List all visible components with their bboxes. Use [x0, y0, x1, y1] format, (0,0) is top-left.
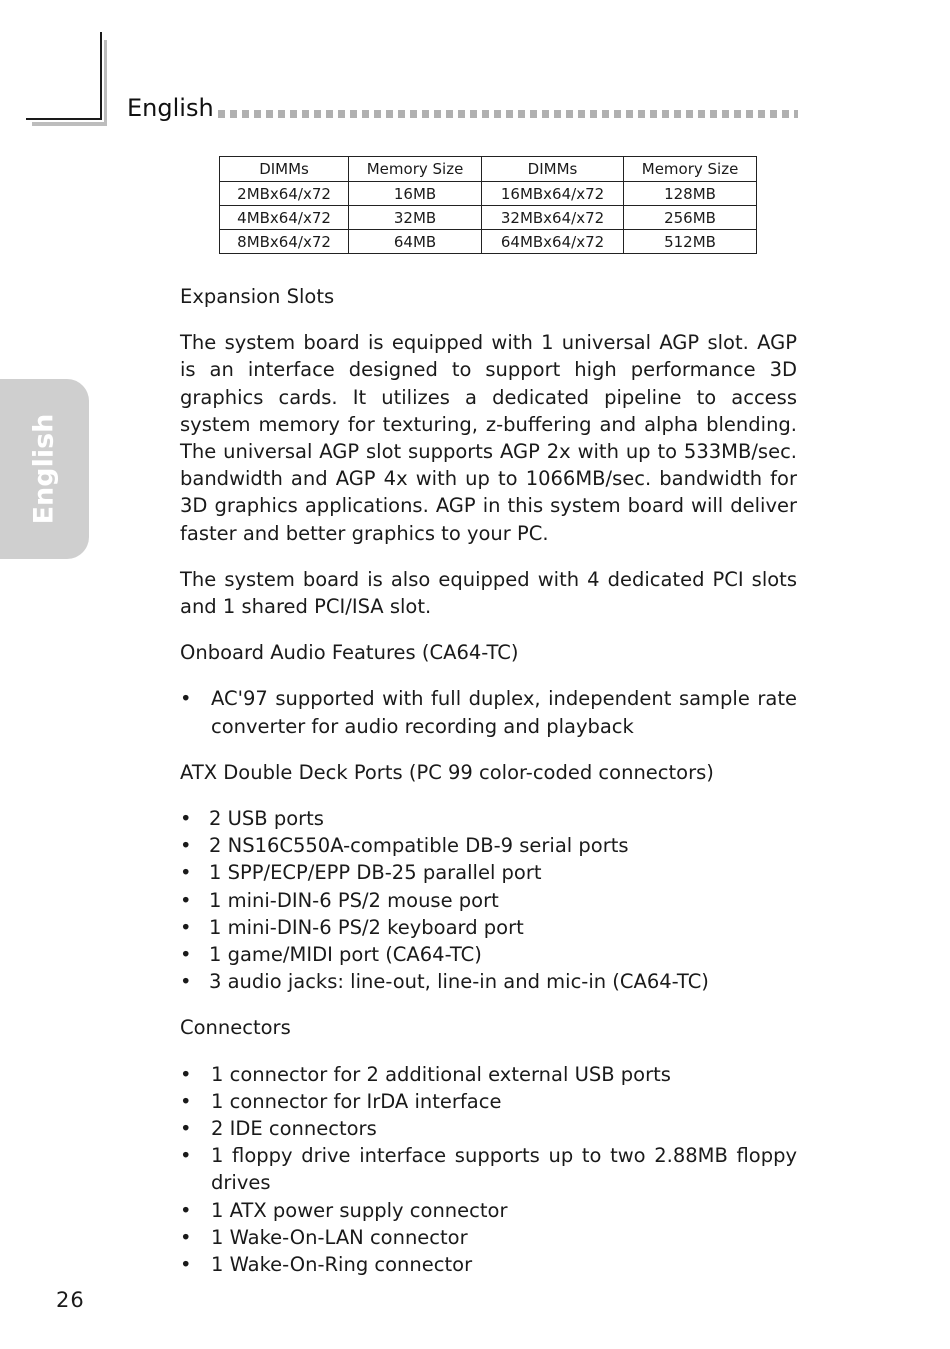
table-cell: 64MB	[349, 230, 482, 254]
table-cell: 256MB	[624, 206, 757, 230]
list-item: • 2 NS16C550A-compatible DB-9 serial ports	[180, 832, 797, 859]
list-item: • 2 USB ports	[180, 805, 797, 832]
table-row	[220, 182, 757, 206]
table-cell: 128MB	[624, 182, 757, 206]
main-content	[180, 283, 797, 1278]
page-number: 26	[56, 1288, 85, 1312]
list-item: • 1 Wake-On-Ring connector	[180, 1251, 797, 1278]
connectors-list	[180, 1061, 797, 1279]
list-item: • 1 connector for 2 additional external USB ports	[180, 1061, 797, 1088]
audio-list	[180, 685, 797, 739]
list-item: • 3 audio jacks: line-out, line-in and mic-in (CA64-TC)	[180, 968, 797, 995]
table-header-cell: DIMMs	[220, 157, 349, 182]
list-item: • 1 Wake-On-LAN connector	[180, 1224, 797, 1251]
corner-mark-h	[26, 118, 102, 120]
table-header-cell: DIMMs	[481, 157, 623, 182]
list-item: • 2 IDE connectors	[180, 1115, 797, 1142]
list-item: • 1 floppy drive interface supports up to two 2.88MB floppy drives	[180, 1142, 797, 1196]
list-item: • 1 connector for IrDA interface	[180, 1088, 797, 1115]
expansion-paragraph-2: The system board is also equipped with 4 dedicated PCI slots and 1 shared PCI/ISA slot.	[180, 567, 797, 619]
table-header-row	[220, 157, 757, 182]
list-item: • AC'97 supported with full duplex, independent sample rate converter for audio recording and playback	[180, 685, 797, 739]
connectors-heading: Connectors	[180, 1016, 291, 1040]
atx-ports-heading: ATX Double Deck Ports (PC 99 color-coded connectors)	[180, 760, 714, 784]
corner-mark-shadow-h	[32, 122, 107, 126]
expansion-slots-heading: Expansion Slots	[180, 285, 335, 308]
list-item: • 1 game/MIDI port (CA64-TC)	[180, 941, 797, 968]
expansion-paragraph-1: The system board is equipped with 1 universal AGP slot. AGP is an interface designed to support high performance 3D graphics cards. It utilizes a dedicated pipeline to access system memory for texturing, z-buffering and alpha blending. The universal AGP slot supports AGP 2x with up to 533MB/sec. bandwidth and AGP 4x with up to 1066MB/sec. bandwidth for 3D graphics applications. AGP in this system board will deliver faster and better graphics to your PC.	[180, 331, 797, 545]
table-cell: 2MBx64/x72	[220, 182, 349, 206]
memory-size-table	[219, 156, 757, 254]
atx-ports-list	[180, 805, 797, 995]
language-side-tab-label: English	[28, 413, 60, 525]
table-cell: 32MBx64/x72	[481, 206, 623, 230]
corner-mark-v	[100, 32, 102, 120]
table-cell: 16MB	[349, 182, 482, 206]
table-cell: 32MB	[349, 206, 482, 230]
table-cell: 8MBx64/x72	[220, 230, 349, 254]
table-header-cell: Memory Size	[624, 157, 757, 182]
list-item: • 1 mini-DIN-6 PS/2 mouse port	[180, 887, 797, 914]
table-row	[220, 230, 757, 254]
table-row	[220, 206, 757, 230]
page-header-title: English	[127, 94, 214, 122]
list-item: • 1 ATX power supply connector	[180, 1197, 797, 1224]
table-cell: 512MB	[624, 230, 757, 254]
table-cell: 16MBx64/x72	[481, 182, 623, 206]
list-item: • 1 mini-DIN-6 PS/2 keyboard port	[180, 914, 797, 941]
table-cell: 64MBx64/x72	[481, 230, 623, 254]
corner-mark-shadow-v	[104, 40, 107, 126]
table-header-cell: Memory Size	[349, 157, 482, 182]
list-item: • 1 SPP/ECP/EPP DB-25 parallel port	[180, 859, 797, 886]
header-dotted-rule	[218, 110, 798, 118]
table-cell: 4MBx64/x72	[220, 206, 349, 230]
audio-heading: Onboard Audio Features (CA64-TC)	[180, 641, 519, 665]
